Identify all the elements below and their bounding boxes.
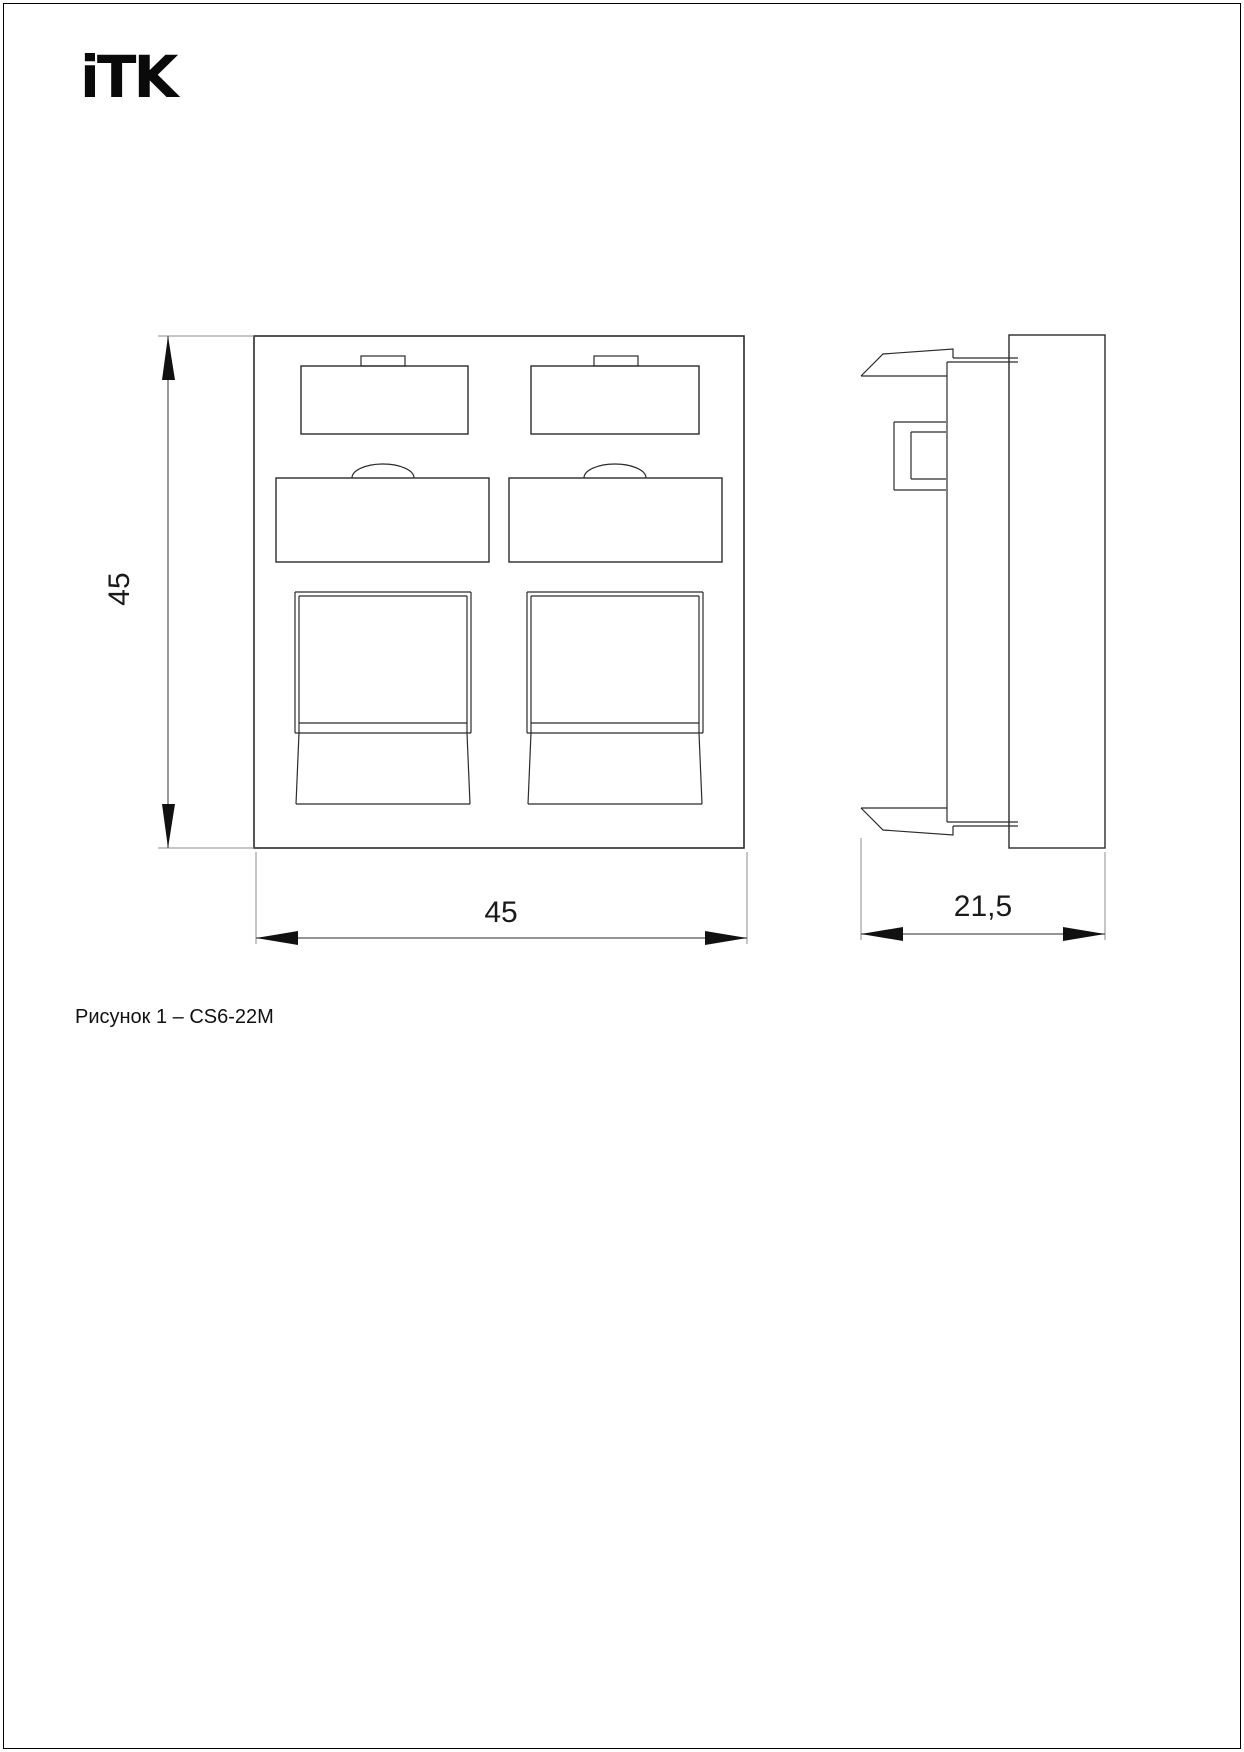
- arrow-up: [162, 336, 175, 380]
- side-hook: [894, 422, 946, 490]
- dim-label-side-depth: 21,5: [953, 890, 1013, 923]
- dimension-front-height: [158, 336, 254, 848]
- finger-arc-1: [352, 464, 414, 478]
- figure-caption: Рисунок 1 – CS6-22M: [75, 1006, 274, 1028]
- dim-label-front-height: 45: [103, 572, 136, 606]
- arrow-right: [1063, 927, 1105, 941]
- arrow-left: [861, 927, 903, 941]
- itk-logo: iTK: [80, 43, 176, 111]
- arrow-left: [256, 931, 298, 945]
- label-window-2: [531, 366, 699, 434]
- bottom-latch: [861, 808, 953, 835]
- arrow-right: [705, 931, 747, 945]
- keystone-jack-2: [527, 592, 703, 804]
- label-window-3: [276, 478, 489, 562]
- label-window-1: [301, 366, 468, 434]
- label-window-4: [509, 478, 722, 562]
- side-view: [861, 335, 1105, 848]
- front-view: [254, 336, 744, 848]
- side-plate-slab: [1009, 335, 1105, 848]
- arrow-down: [162, 804, 175, 848]
- dim-label-front-width: 45: [484, 896, 518, 929]
- tab-1: [361, 356, 405, 366]
- finger-arc-2: [584, 464, 646, 478]
- tab-2: [594, 356, 638, 366]
- keystone-jack-1: [295, 592, 471, 804]
- side-body: [947, 358, 1018, 826]
- top-latch: [861, 349, 953, 376]
